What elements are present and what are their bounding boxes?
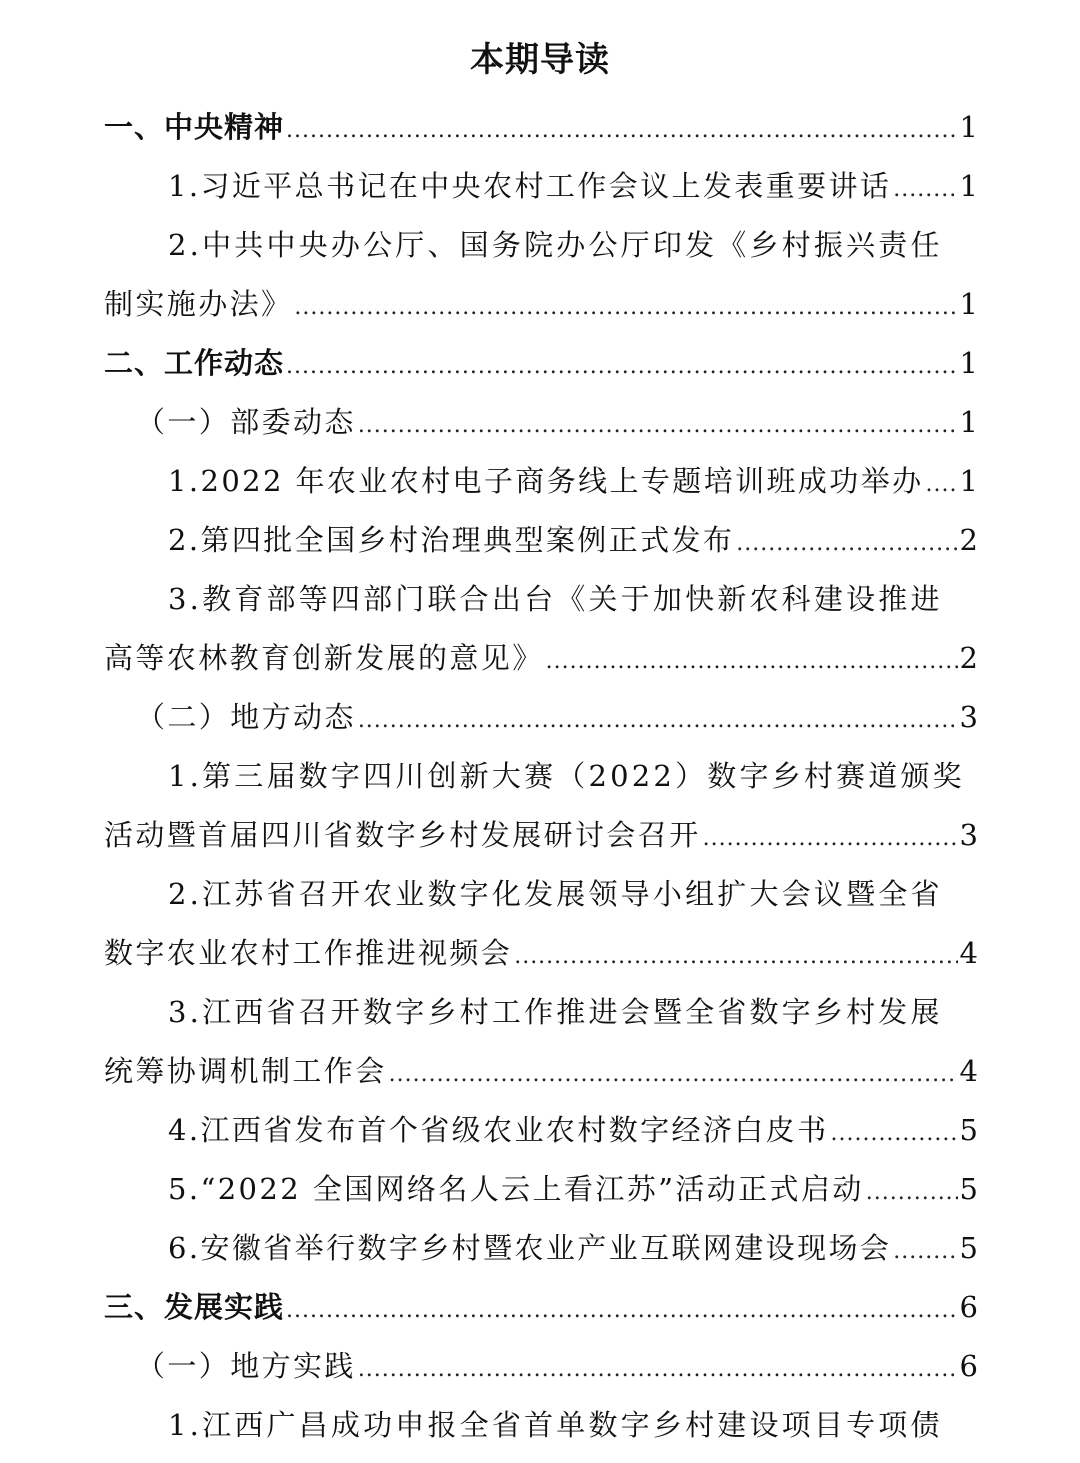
toc-entry-line[interactable] (104, 1278, 978, 1337)
toc-entry-line[interactable] (104, 1101, 978, 1160)
toc-entry-line[interactable] (104, 275, 978, 334)
toc-leader-dots (286, 337, 958, 396)
toc-entry-line[interactable] (104, 806, 978, 865)
toc-entry-line[interactable] (104, 983, 978, 1042)
toc-entry-line[interactable] (104, 216, 978, 275)
toc-leader-dots (893, 160, 957, 219)
toc-entry-line[interactable] (104, 1337, 978, 1396)
toc-entry-text: 2.中共中央办公厅、国务院办公厅印发《乡村振兴责任 (168, 228, 943, 262)
toc-leader-dots (926, 455, 958, 514)
toc-entry-text: 活动暨首届四川省数字乡村发展研讨会召开 (104, 818, 701, 852)
toc-entry-line[interactable] (104, 1042, 978, 1101)
toc-entry-text: 二、工作动态 (104, 346, 285, 380)
toc-entry-text: 1.第三届数字四川创新大赛（2022）数字乡村赛道颁奖 (168, 759, 965, 793)
toc-page-number: 2 (959, 523, 978, 557)
toc-page-number: 6 (959, 1349, 978, 1383)
table-of-contents (104, 98, 978, 1455)
toc-leader-dots (286, 101, 958, 160)
toc-entry-line[interactable] (104, 157, 978, 216)
toc-entry-text: 统筹协调机制工作会 (104, 1054, 387, 1088)
toc-entry-text: 2.第四批全国乡村治理典型案例正式发布 (168, 523, 735, 557)
toc-entry-line[interactable] (104, 1219, 978, 1278)
toc-entry-line[interactable] (104, 747, 978, 806)
toc-entry-line[interactable] (104, 924, 978, 983)
toc-entry-text: 6.安徽省举行数字乡村暨农业产业互联网建设现场会 (168, 1231, 892, 1265)
toc-leader-dots (703, 809, 958, 868)
toc-entry-text: 制实施办法》 (104, 287, 293, 321)
toc-leader-dots (358, 1340, 958, 1399)
toc-leader-dots (286, 1281, 958, 1340)
toc-entry-text: 1.习近平总书记在中央农村工作会议上发表重要讲话 (168, 169, 892, 203)
toc-leader-dots (389, 1045, 958, 1104)
toc-entry-text: 数字农业农村工作推进视频会 (104, 936, 513, 970)
toc-entry-text: 2.江苏省召开农业数字化发展领导小组扩大会议暨全省 (168, 877, 943, 911)
toc-page-number: 3 (959, 700, 978, 734)
toc-entry-text: 3.教育部等四部门联合出台《关于加快新农科建设推进 (168, 582, 943, 616)
toc-page-number: 1 (959, 405, 978, 439)
toc-entry-line[interactable] (104, 570, 978, 629)
toc-entry-text: （二）地方动态 (136, 700, 356, 734)
toc-page-number: 1 (959, 169, 978, 203)
toc-entry-text: 三、发展实践 (104, 1290, 285, 1324)
toc-entry-text: （一）地方实践 (136, 1349, 356, 1383)
toc-entry-line[interactable] (104, 393, 978, 452)
toc-leader-dots (546, 632, 958, 691)
toc-entry-line[interactable] (104, 98, 978, 157)
toc-page-number: 1 (959, 464, 978, 498)
toc-page-number: 1 (959, 110, 978, 144)
toc-entry-text: 4.江西省发布首个省级农业农村数字经济白皮书 (168, 1113, 829, 1147)
toc-entry-line[interactable] (104, 452, 978, 511)
toc-entry-text: 一、中央精神 (104, 110, 285, 144)
page-title: 本期导读 (470, 40, 610, 80)
toc-leader-dots (830, 1104, 957, 1163)
toc-entry-line[interactable] (104, 511, 978, 570)
toc-entry-text: 1.2022 年农业农村电子商务线上专题培训班成功举办 (168, 464, 924, 498)
toc-page-number: 2 (959, 641, 978, 675)
toc-entry-line[interactable] (104, 1396, 978, 1455)
toc-entry-text: 5.“2022 全国网络名人云上看江苏”活动正式启动 (168, 1172, 864, 1206)
toc-entry-line[interactable] (104, 1160, 978, 1219)
toc-page-number: 4 (959, 1054, 978, 1088)
toc-leader-dots (294, 278, 957, 337)
toc-entry-text: 高等农林教育创新发展的意见》 (104, 641, 544, 675)
toc-entry-text: 3.江西省召开数字乡村工作推进会暨全省数字乡村发展 (168, 995, 943, 1029)
toc-leader-dots (514, 927, 957, 986)
toc-page-number: 5 (959, 1113, 978, 1147)
toc-entry-line[interactable] (104, 629, 978, 688)
toc-page-number: 1 (959, 346, 978, 380)
toc-page-number: 4 (959, 936, 978, 970)
toc-leader-dots (866, 1163, 958, 1222)
toc-entry-line[interactable] (104, 688, 978, 747)
toc-page-number: 1 (959, 287, 978, 321)
toc-entry-text: 1.江西广昌成功申报全省首单数字乡村建设项目专项债 (168, 1408, 943, 1442)
toc-page-number: 5 (959, 1172, 978, 1206)
toc-leader-dots (358, 691, 958, 750)
toc-page-number: 6 (959, 1290, 978, 1324)
toc-leader-dots (358, 396, 958, 455)
toc-leader-dots (893, 1222, 957, 1281)
toc-page-number: 3 (959, 818, 978, 852)
toc-entry-line[interactable] (104, 334, 978, 393)
toc-entry-text: （一）部委动态 (136, 405, 356, 439)
toc-entry-line[interactable] (104, 865, 978, 924)
toc-leader-dots (736, 514, 957, 573)
toc-page-number: 5 (959, 1231, 978, 1265)
